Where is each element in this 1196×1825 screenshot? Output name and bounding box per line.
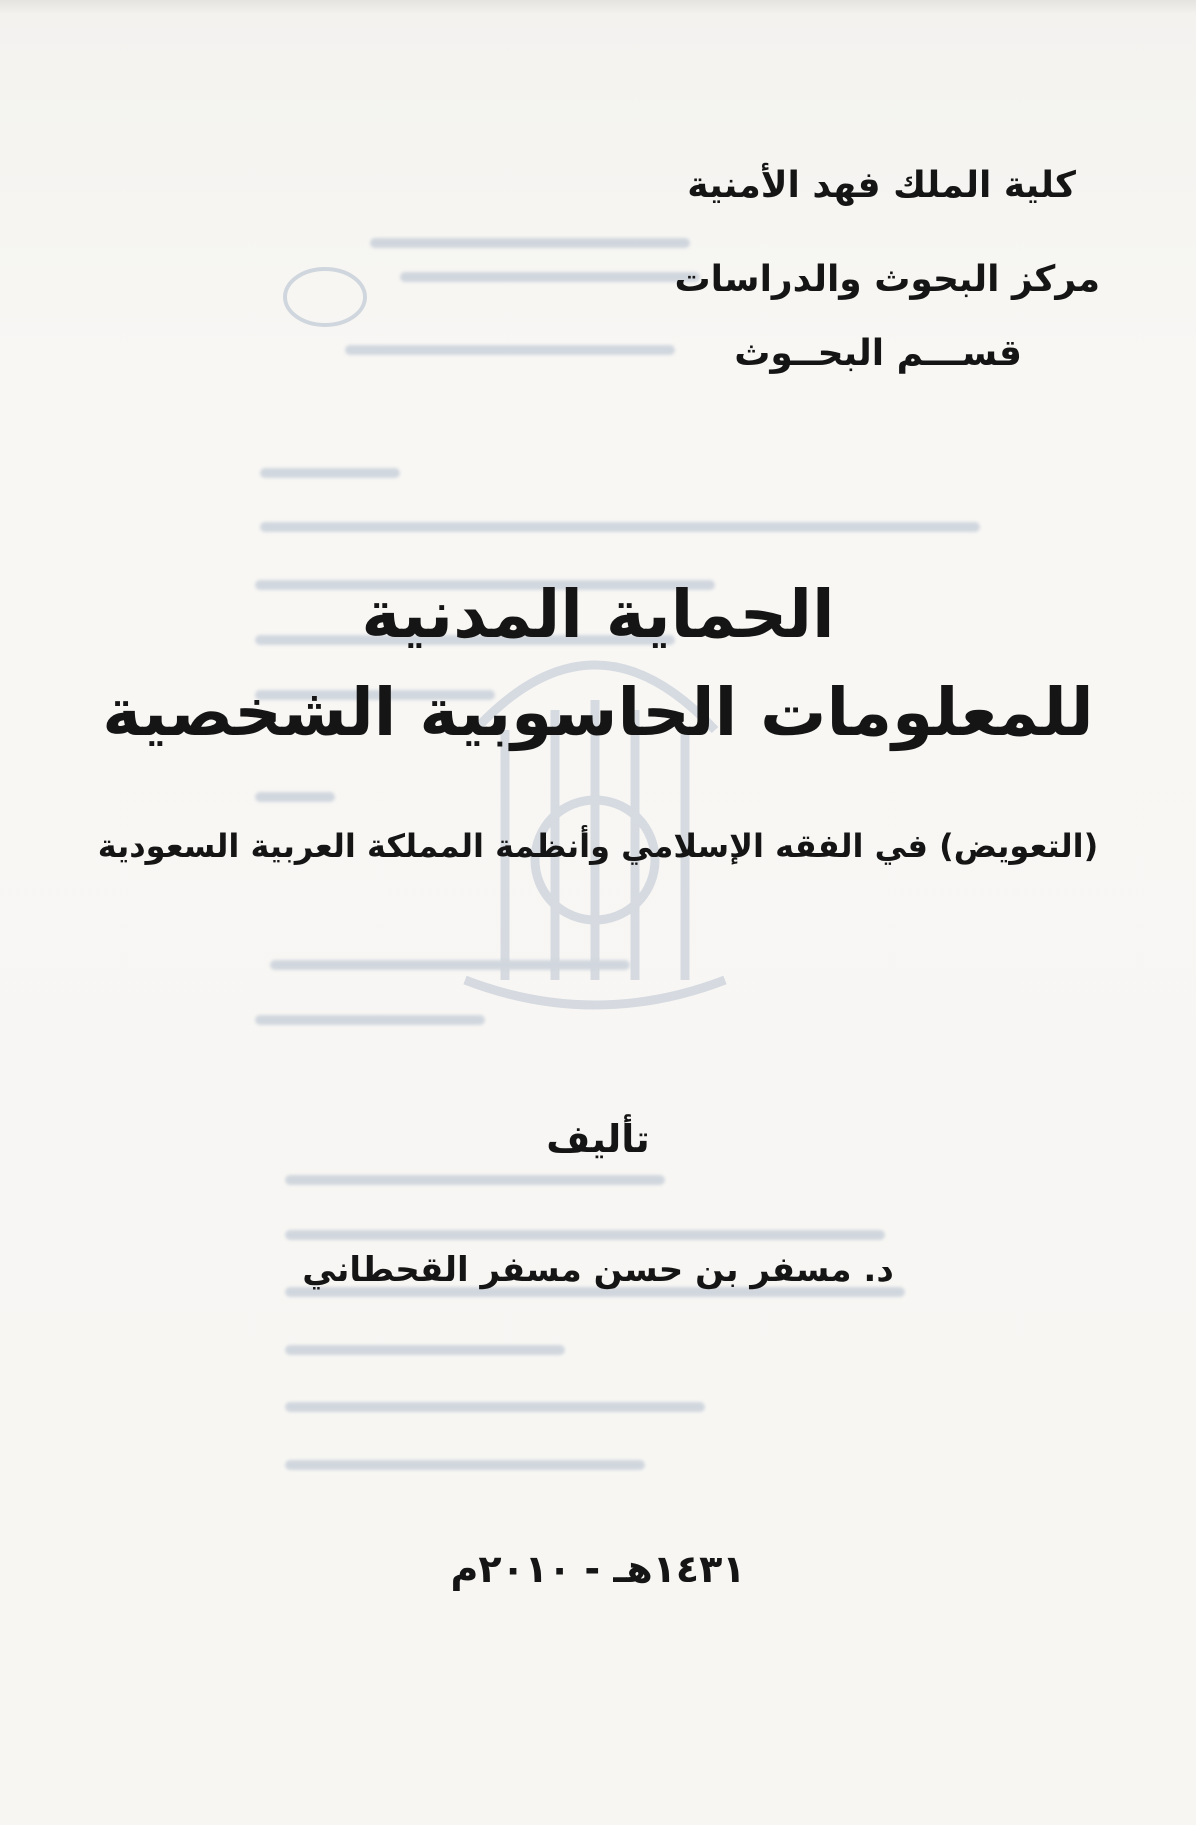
department-name: قســـم البحــوث — [734, 333, 1022, 374]
institution-name: كلية الملك فهد الأمنية — [687, 165, 1076, 206]
page-top-edge — [0, 0, 1196, 14]
research-center-name: مركز البحوث والدراسات — [674, 259, 1100, 300]
authorship-label: تأليف — [546, 1117, 650, 1161]
subtitle: (التعويض) في الفقه الإسلامي وأنظمة المملكة العربية السعودية — [97, 827, 1099, 865]
author-name: د. مسفر بن حسن مسفر القحطاني — [302, 1250, 894, 1290]
publication-date: ١٤٣١هـ - ٢٠١٠م — [450, 1547, 746, 1591]
title-line-2: للمعلومات الحاسوبية الشخصية — [102, 674, 1094, 751]
circle-mark-watermark — [280, 262, 370, 332]
title-line-1: الحماية المدنية — [361, 576, 835, 653]
